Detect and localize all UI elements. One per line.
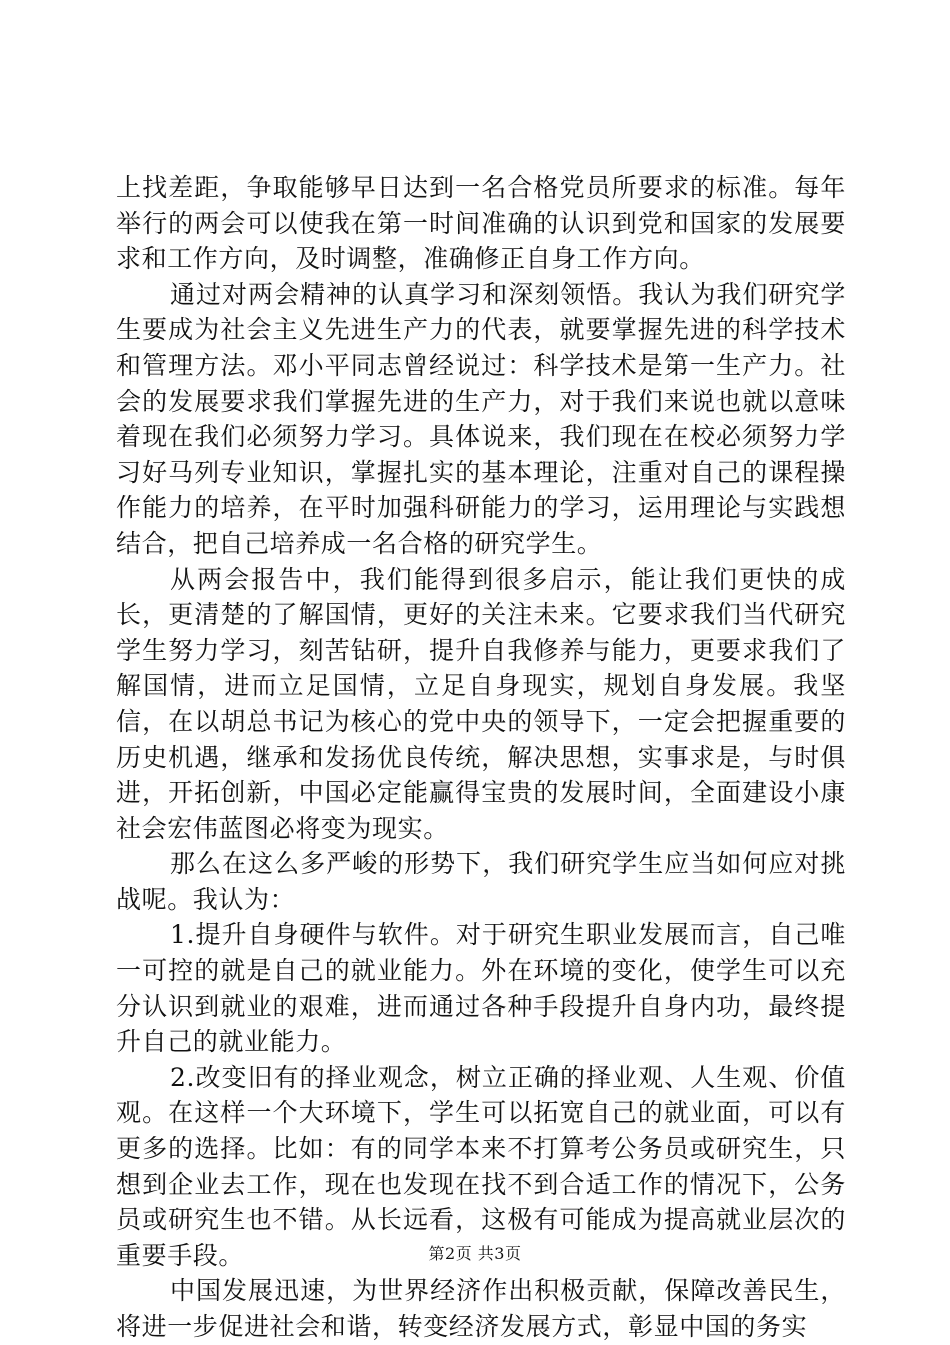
list-item-2: 2.改变旧有的择业观念，树立正确的择业观、人生观、价值观。在这样一个大环境下，学生可以拓宽自己的就业面，可以有更多的选择。比如：有的同学本来不打算考公务员或研究生，只想到企业去工作，现在也发现在找不到合适工作的情况下，公务员或研究生也不错。从长远看，这极有可能成为提高就业层次的重要手段。 — [116, 1062, 846, 1270]
paragraph-4: 那么在这么多严峻的形势下，我们研究学生应当如何应对挑战呢。我认为： — [116, 849, 846, 914]
paragraph-1: 上找差距，争取能够早日达到一名合格党员所要求的标准。每年举行的两会可以使我在第一时间准确的认识到党和国家的发展要求和工作方向，及时调整，准确修正自身工作方向。 — [116, 173, 846, 274]
paragraph-7: 中国发展迅速，为世界经济作出积极贡献，保障改善民生，将进一步促进社会和谐，转变经济发展方式，彰显中国的务实 — [116, 1276, 846, 1341]
paragraph-3: 从两会报告中，我们能得到很多启示，能让我们更快的成长，更清楚的了解国情，更好的关注未来。它要求我们当代研究学生努力学习，刻苦钻研，提升自我修养与能力，更要求我们了解国情，进而立足国情，立足自身现实，规划自身发展。我坚信，在以胡总书记为核心的党中央的领导下，一定会把握重要的历史机遇，继承和发扬优良传统，解决思想，实事求是，与时俱进，开拓创新，中国必定能赢得宝贵的发展时间，全面建设小康社会宏伟蓝图必将变为现实。 — [116, 564, 846, 843]
list-item-1: 1.提升自身硬件与软件。对于研究生职业发展而言，自己唯一可控的就是自己的就业能力。外在环境的变化，使学生可以充分认识到就业的艰难，进而通过各种手段提升自身内功，最终提升自己的就业能力。 — [116, 920, 846, 1057]
page-number-label: 第2页 共3页 — [428, 1244, 522, 1263]
paragraph-2: 通过对两会精神的认真学习和深刻领悟。我认为我们研究学生要成为社会主义先进生产力的代表，就要掌握先进的科学技术和管理方法。邓小平同志曾经说过：科学技术是第一生产力。社会的发展要求我们掌握先进的生产力，对于我们来说也就以意味着现在我们必须努力学习。具体说来，我们现在在校必须努力学习好马列专业知识，掌握扎实的基本理论，注重对自己的课程操作能力的培养，在平时加强科研能力的学习，运用理论与实践想结合，把自己培养成一名合格的研究学生。 — [116, 279, 846, 558]
page-footer — [0, 1244, 950, 1264]
document-body — [116, 170, 846, 1345]
